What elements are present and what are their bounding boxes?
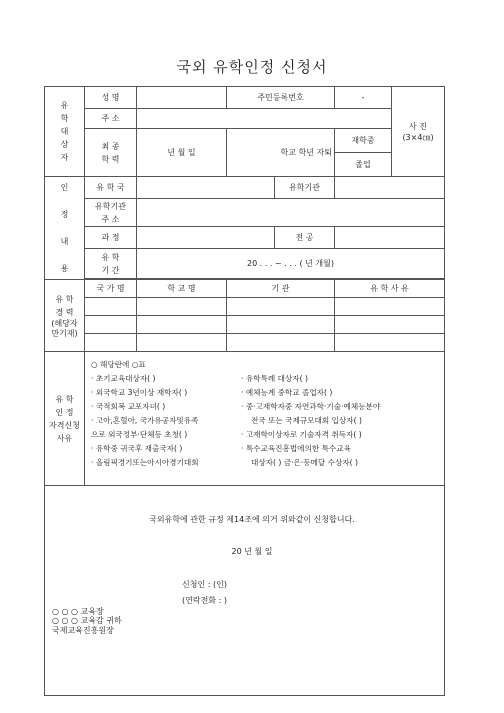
reason-row: 으로 외국정부·단체등 초청( ) · 고재학이상자로 기술자격 취득자( ) [91, 430, 362, 439]
agency-address-label: 유학기관 주 소 [85, 199, 137, 227]
reason-row: · 국적회복 교포자녀( ) · 중·고재학자중 자연과학·기술·예체능분야 [91, 402, 381, 411]
history-cell[interactable] [335, 298, 445, 316]
history-cell[interactable] [335, 316, 445, 334]
history-cell[interactable] [137, 298, 227, 316]
history-section-label: 유 학 경 력 (해당자 만기재) [45, 280, 85, 352]
recipient-1: ○ ○ ○ 교육장 [52, 607, 104, 616]
recipient-2: ○ ○ ○ 교육감 귀하 [52, 616, 122, 625]
reason-row: · 유학중 귀국후 재출국자( ) · 특수교육진흥법에의한 특수교육 [91, 444, 351, 453]
history-cell[interactable] [227, 334, 335, 352]
application-form-table [44, 86, 445, 696]
history-cell[interactable] [85, 298, 137, 316]
history-cell[interactable] [85, 334, 137, 352]
form-title: 국외 유학인정 신청서 [176, 58, 328, 76]
applicant-section-label: 유 학 대 상 자 [45, 87, 85, 177]
history-header-country: 국 가 명 [85, 280, 137, 298]
reg-number-field[interactable]: - [335, 87, 392, 109]
history-cell[interactable] [227, 316, 335, 334]
history-header-reason: 유 학 사 유 [335, 280, 445, 298]
address-field[interactable] [137, 109, 392, 129]
study-country-field[interactable] [137, 177, 275, 199]
reasons-list [85, 352, 445, 486]
photo-box [392, 87, 445, 177]
history-note: (해당자 만기재) [51, 318, 78, 338]
education-school[interactable]: 학교 학년 자퇴 [227, 129, 335, 177]
reason-row: · 외국학교 3년이상 재학자( ) · 예체능계 중학교 졸업자( ) [91, 388, 333, 397]
study-period-field[interactable]: 20 . . . ~ . . . ( 년 개월) [137, 249, 445, 279]
history-cell[interactable] [85, 316, 137, 334]
contact-phone[interactable]: (연락전화 : ) [182, 596, 227, 605]
photo-size: (3×4㎝) [402, 132, 434, 142]
approval-section-label: 인 정 내 용 [45, 177, 85, 280]
photo-label: 사 진 [409, 121, 427, 131]
education-enrolled[interactable]: 재학중 [335, 129, 392, 153]
reasons-section-label: 유 학 인 정 자격신청 사유 [45, 352, 85, 486]
history-cell[interactable] [335, 334, 445, 352]
reason-row: · 초기교육대상자( ) · 유학특례 대상자( ) [91, 374, 308, 383]
study-country-label: 유 학 국 [85, 177, 137, 199]
reg-number-label: 주민등록번호 [227, 87, 335, 109]
name-field[interactable] [137, 87, 227, 109]
education-date[interactable]: 년 월 일 [137, 129, 227, 177]
reasons-intro: ○ 해당란에 ○표 [91, 360, 146, 369]
reason-row: · 고아,혼혈아, 국가유공자및유족 전국 또는 국제규모대회 입상자( ) [91, 416, 362, 425]
study-agency-label: 유학기관 [275, 177, 335, 199]
address-label: 주 소 [85, 109, 137, 129]
applicant-signature[interactable]: 신청인 : (인) [182, 580, 227, 589]
study-period-label: 유 학 기 간 [85, 249, 137, 279]
name-label: 성 명 [85, 87, 137, 109]
agency-address-field[interactable] [137, 199, 445, 227]
reason-row: · 올림픽경기또는아시아경기대회 대상자( ) 금·은·동메달 수상자( ) [91, 458, 359, 467]
course-label: 과 정 [85, 227, 137, 249]
study-agency-field[interactable] [335, 177, 445, 199]
history-header-school: 학 교 명 [137, 280, 227, 298]
history-cell[interactable] [227, 298, 335, 316]
history-cell[interactable] [137, 316, 227, 334]
education-graduated[interactable]: 졸업 [335, 153, 392, 177]
education-label: 최 종 학 력 [85, 129, 137, 177]
history-header-period: 기 관 [227, 280, 335, 298]
major-field[interactable] [335, 227, 445, 249]
statement-text: 국외유학에 관한 규정 제14조에 의거 위와같이 신청합니다. [149, 515, 355, 524]
recipient-3: 국제교육진흥원장 [52, 626, 114, 635]
major-label: 전 공 [275, 227, 335, 249]
history-cell[interactable] [137, 334, 227, 352]
date-line[interactable]: 20 년 월 일 [231, 547, 273, 556]
course-field[interactable] [137, 227, 275, 249]
